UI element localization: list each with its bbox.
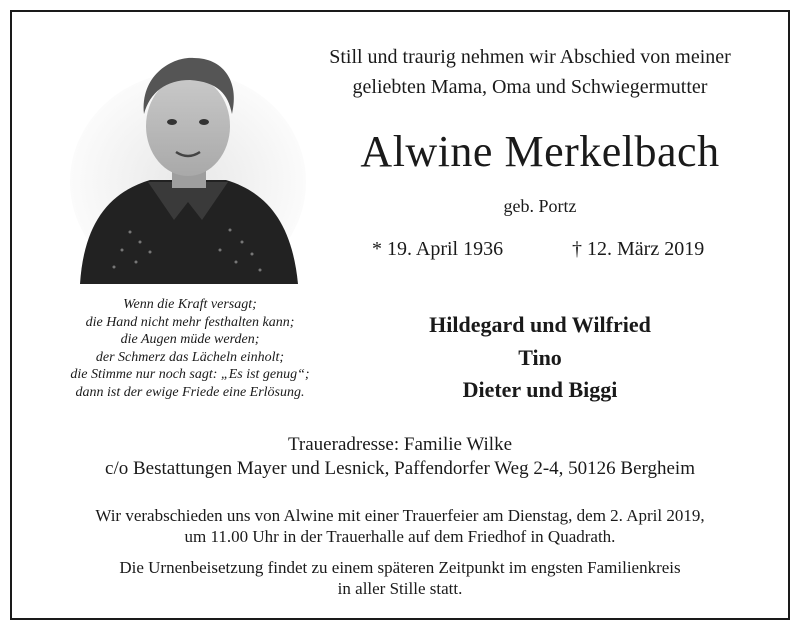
poem-line: die Hand nicht mehr festhalten kann; [85, 314, 295, 330]
ceremony-line: um 11.00 Uhr in der Trauerhalle auf dem Friedhof in Quadrath. [184, 527, 616, 546]
poem-line: die Stimme nur noch sagt: „Es ist genug“; [70, 367, 310, 382]
birth-date: * 19. April 1936 [372, 238, 504, 260]
address-line: Traueradresse: Familie Wilke [287, 434, 513, 455]
address-line: c/o Bestattungen Mayer und Lesnick, Paffendorfer Weg 2-4, 50126 Bergheim [105, 458, 695, 479]
intro-line: geliebten Mama, Oma und Schwiegermutter [352, 76, 708, 98]
death-date: † 12. März 2019 [572, 238, 705, 260]
mourning-address [20, 433, 780, 481]
maiden-name: geb. Portz [503, 196, 577, 216]
poem-line: dann ist der ewige Friede eine Erlösung. [75, 384, 305, 400]
ceremony-info [20, 505, 780, 547]
intro-line: Still und traurig nehmen wir Abschied von meiner [329, 46, 731, 68]
poem-line: der Schmerz das Lächeln einholt; [95, 349, 285, 365]
urn-line: Die Urnenbeisetzung findet zu einem späteren Zeitpunkt im engsten Familienkreis [119, 558, 681, 577]
family-line: Tino [518, 344, 562, 370]
poem-line: die Augen müde werden; [120, 332, 260, 347]
urn-line: in aller Stille statt. [337, 579, 463, 598]
urn-burial-info [20, 557, 780, 599]
family-line: Hildegard und Wilfried [429, 312, 651, 337]
poem [40, 296, 340, 401]
ceremony-line: Wir verabschieden uns von Alwine mit einer Trauerfeier am Dienstag, dem 2. April 2019, [95, 506, 705, 525]
portrait-photo [70, 52, 306, 284]
intro-text [300, 42, 760, 102]
family-names [380, 309, 700, 407]
deceased-name: Alwine Merkelbach [360, 127, 720, 176]
family-line: Dieter und Biggi [462, 377, 618, 402]
poem-line: Wenn die Kraft versagt; [123, 297, 257, 312]
